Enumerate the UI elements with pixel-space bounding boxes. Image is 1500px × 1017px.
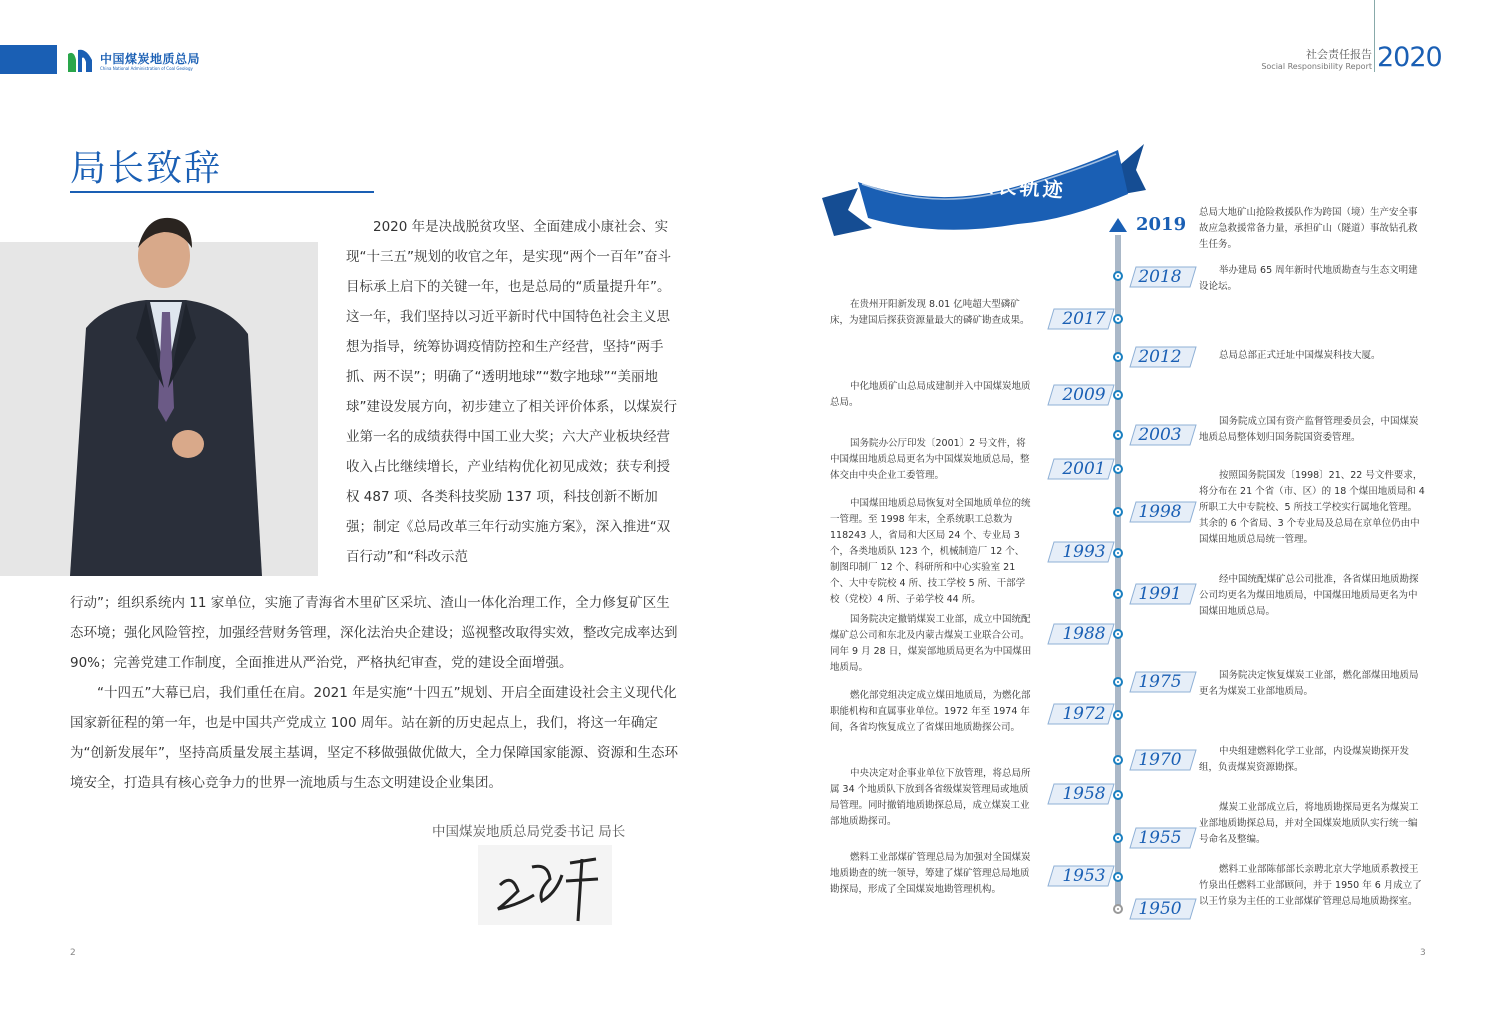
event-1991: 经中国统配煤矿总公司批准，各省煤田地质勘探公司均更名为煤田地质局，中国煤田地质局更名为中国煤田地质总局。 (1199, 574, 1419, 617)
page-number-left: 2 (70, 948, 76, 958)
event-1972: 燃化部党组决定成立煤田地质局，为燃化部职能机构和直属事业单位。1972 年至 1974 年间，各省均恢复成立了省煤田地质勘探公司。 (830, 690, 1031, 733)
header-divider (1374, 0, 1375, 72)
report-title-cn: 社会责任报告 (1306, 48, 1372, 61)
year-label-1955: 1955 (1128, 826, 1198, 850)
speech-paragraph-1: 2020 年是决战脱贫攻坚、全面建成小康社会、实现“十三五”规划的收官之年，是实现“两个一百年”奋斗目标承上启下的关键一年，也是总局的“质量提升年”。 这一年，我们坚持以习近平新时代中国特色社会主义思想为指导，统筹协调疫情防控和生产经营，坚持“两手抓、两不误”；明确了“透明地球”“数字地球”“美丽地球”建设发展方向，初步建立了相关评价体系，以煤炭行业第一名的成绩获得中国工业大奖；六大产业板块经营收入占比继续增长，产业结构优化初见成效；获专利授权 487 项、各类科技奖励 137 项，科技创新不断加强；制定《总局改革三年行动实施方案》，深入推进“双百行动”和“科改示范 (346, 219, 678, 565)
timeline-axis (1115, 235, 1121, 911)
header-color-bar (0, 45, 57, 74)
timeline-dot (1113, 271, 1123, 281)
year-label-2012: 2012 (1128, 345, 1198, 369)
event-1958: 中央决定对企事业单位下放管理，将总局所属 34 个地质队下放到各省级煤炭管理局或地质局管理。同时撤销地质勘探总局，成立煤炭工业部地质勘探司。 (830, 768, 1031, 827)
timeline-ribbon (818, 140, 1148, 240)
year-label-2017: 2017 (1046, 307, 1116, 331)
year-label-1950: 1950 (1128, 897, 1198, 921)
event-2003: 国务院成立国有资产监督管理委员会，中国煤炭地质总局整体划归国务院国资委管理。 (1199, 416, 1419, 443)
logo-text-cn: 中国煤炭地质总局 (100, 52, 201, 66)
timeline-dot (1113, 507, 1123, 517)
year-label-1998: 1998 (1128, 500, 1198, 524)
event-2018: 举办建局 65 周年新时代地质勘查与生态文明建设论坛。 (1199, 265, 1418, 292)
year-label-2009: 2009 (1046, 383, 1116, 407)
year-label-1970: 1970 (1128, 748, 1198, 772)
timeline-dot (1113, 430, 1123, 440)
event-1953: 燃料工业部煤矿管理总局为加强对全国煤炭地质勘查的统一领导，筹建了煤矿管理总局地质勘探局，形成了全国煤炭地勘管理机构。 (830, 852, 1031, 895)
year-2019: 2019 (1136, 214, 1187, 235)
event-1993: 中国煤田地质总局恢复对全国地质单位的统一管理。至 1998 年末，全系统职工总数为 118243 人，省局和大区局 24 个、专业局 3 个，各类地质队 123 个，机械制造厂 12 个、制图印制厂 12 个、科研所和中心实验室 21 个、大中专院校 4 所、技工学校 5 所、干部学校（党校）4 所、子弟学校 44 所。 (830, 498, 1031, 605)
ribbon-title: 六十七年成长轨迹 (881, 165, 1067, 203)
year-label-1958: 1958 (1046, 782, 1116, 806)
timeline-dot (1113, 755, 1123, 765)
event-2012: 总局总部正式迁址中国煤炭科技大厦。 (1219, 350, 1381, 361)
year-label-1988: 1988 (1046, 622, 1116, 646)
event-1955: 煤炭工业部成立后，将地质勘探局更名为煤炭工业部地质勘探总局，并对全国煤炭地质队实行统一编号命名及整编。 (1199, 802, 1419, 845)
director-portrait (66, 208, 266, 576)
year-label-1993: 1993 (1046, 540, 1116, 564)
report-title-en: Social Responsibility Report (1261, 62, 1372, 71)
page-title: 局长致辞 (70, 148, 223, 189)
year-label-1991: 1991 (1128, 582, 1198, 606)
timeline-dot (1113, 352, 1123, 362)
speech-paragraph-2: 行动”；组织系统内 11 家单位，实施了青海省木里矿区采坑、渣山一体化治理工作，全力修复矿区生态环境；强化风险管控，加强经营财务管理，深化法治央企建设；巡视整改取得实效，整改完成率达到 90%；完善党建工作制度，全面推进从严治党，严格执纪审查，党的建设全面增强。 (70, 595, 678, 671)
title-underline (70, 191, 374, 193)
handwritten-signature (478, 845, 612, 925)
event-2009: 中化地质矿山总局成建制并入中国煤炭地质总局。 (830, 381, 1031, 408)
speech-paragraph-3: “十四五”大幕已启，我们重任在肩。2021 年是实施“十四五”规划、开启全面建设社会主义现代化国家新征程的第一年，也是中国共产党成立 100 周年。站在新的历史起点上，我们，将这一年确定为“创新发展年”，坚持高质量发展主基调，坚定不移做强做优做大，全力保障国家能源、资源和生态环境安全，打造具有核心竞争力的世界一流地质与生态文明建设企业集团。 (70, 685, 678, 791)
event-1988: 国务院决定撤销煤炭工业部，成立中国统配煤矿总公司和东北及内蒙古煤炭工业联合公司。同年 9 月 28 日，煤炭部地质局更名为中国煤田地质局。 (830, 614, 1032, 673)
event-1975: 国务院决定恢复煤炭工业部，燃化部煤田地质局更名为煤炭工业部地质局。 (1199, 670, 1419, 697)
year-label-1972: 1972 (1046, 702, 1116, 726)
event-2001: 国务院办公厅印发〔2001〕2 号文件，将中国煤田地质总局更名为中国煤炭地质总局，整体交由中央企业工委管理。 (830, 438, 1030, 481)
timeline-dot (1113, 904, 1123, 914)
event-2017: 在贵州开阳新发现 8.01 亿吨超大型磷矿床，为建国后探获资源量最大的磷矿勘查成果。 (830, 299, 1030, 326)
report-year: 2020 (1377, 42, 1442, 73)
timeline-dot (1113, 677, 1123, 687)
logo-icon (66, 48, 94, 74)
timeline-dot (1113, 833, 1123, 843)
year-label-2001: 2001 (1046, 457, 1116, 481)
signature-title: 中国煤炭地质总局党委书记 局长 (432, 824, 626, 840)
logo-text-en: China National Administration of Coal Geology (100, 66, 193, 71)
timeline-dot (1113, 589, 1123, 599)
event-1970: 中央组建燃料化学工业部，内设煤炭勘探开发组，负责煤炭资源勘探。 (1199, 746, 1410, 773)
event-1950: 燃料工业部陈郁部长亲聘北京大学地质系教授王竹泉出任燃料工业部顾问，并于 1950 年 6 月成立了以王竹泉为主任的工业部煤矿管理总局地质勘探室。 (1199, 864, 1422, 907)
year-label-1953: 1953 (1046, 864, 1116, 888)
year-label-1975: 1975 (1128, 670, 1198, 694)
timeline-arrow-icon (1109, 218, 1127, 232)
event-2019: 总局大地矿山抢险救援队作为跨国（境）生产安全事故应急救援常备力量，承担矿山（隧道）事故钻孔救生任务。 (1199, 207, 1418, 250)
page-number-right: 3 (1420, 948, 1426, 958)
event-1998: 按照国务院国发〔1998〕21、22 号文件要求，将分布在 21 个省（市、区）的 18 个煤田地质局和 4 所职工大中专院校、5 所技工学校实行属地化管理。其余的 6 个省局、3 个专业局及总局在京单位仍由中国煤田地质总局统一管理。 (1199, 470, 1425, 545)
year-label-2003: 2003 (1128, 423, 1198, 447)
year-label-2018: 2018 (1128, 265, 1198, 289)
